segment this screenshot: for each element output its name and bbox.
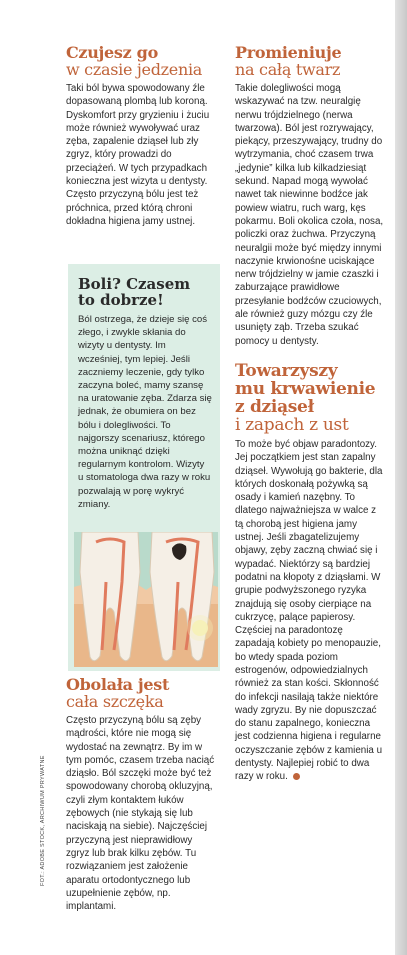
title-line: na całą twarz [235,60,341,79]
title-line: Obolała jest [66,675,170,694]
body-text: To może być objaw paradontozy. Jej początkiem jest stan zapalny dziąseł. Wywołują go bakterie, dla których doskonałą pożywką są osady i kamień nazębny. To dlatego najważniejsza w walce z tą chorobą jest higiena jamy ustnej. Jeśli zbagatelizujemy objawy, zęby zaczną chwiać się i wypadać. Niektórzy są bardziej podatni na kłopoty z dziąsłami. W grupie podwyższonego ryzyka znajdują się osoby cierpiące na cukrzycę, palące papierosy. Częściej na paradontozę zapadają kobiety po menopauzie, bo wtedy spada poziom estrogenów, odpowiedzialnych również za stan kości. Skłonność do infekcji nasilają także niektóre wady zgryzu. By nie dopuszczać do stanu zapalnego, konieczna jest codzienna higiena i regularne oczyszczanie zębów z kamienia u dentysty. Najlepiej robić to dwa razy w roku. [235,438,383,783]
section-title-face [235,44,385,78]
section-jaw [66,676,218,913]
photo-credit: FOT.: ADOBE STOCK, ARCHIWUM PRYWATNE [40,755,46,886]
section-body-jaw: Często przyczyną bólu są zęby mądrości, które nie mogą się wydostać na zewnątrz. By im w tym pomóc, czasem trzeba naciąć dziąsło. Ból szczęki może być też spowodowany chorobą okluzyjną, czyli złym kontaktem łuków zębowych (nie stykają się lub naciskają na siebie). Najczęściej przyczyną jest nieprawidłowy zgryz lub brak kilku zębów. Tu rozwiązaniem jest założenie aparatu ortodontycznego lub uzupełnienie zębów, np. implantami. [66,715,215,913]
box-body: Ból ostrzega, że dzieje się coś złego, i zwykle skłania do wizyty u dentysty. Im wcześniej, tym lepiej. Jeśli zaczniemy leczenie, gdy tylko zaczyna boleć, mamy szansę na uratowanie zęba. Zdarza się jednak, że obumiera on bez bólu i dolegliwości. To najgorszy scenariusz, którego można uniknąć dzięki regularnym kontrolom. Wizyty u stomatologa dwa razy w roku pozwalają w porę wykryć zmiany. [78,314,212,510]
end-mark-icon [293,773,300,780]
title-line: z dziąseł [235,396,314,417]
box-title [78,276,212,308]
title-line: mu krwawienie [235,378,376,399]
title-line: i zapach z ust [235,414,349,435]
section-gums [235,362,385,784]
title-line: Promieniuje [235,43,342,62]
right-column [235,44,385,784]
section-title-gums [235,362,385,434]
title-line: Towarzyszy [235,360,338,381]
title-line: w czasie jedzenia [66,60,203,79]
title-line: to dobrze! [78,291,164,309]
section-body-gums [235,438,385,784]
section-body-face: Takie dolegliwości mogą wskazywać na tzw. neuralgię nerwu trójdzielnego (nerwa twarzowa). Ból jest rozrywający, piekący, przeszywający, trudny do wytrzymania, choć czasem trwa „jedynie” kilka lub kilkadziesiąt sekund. Napad mogą wywołać nawet tak niewinne bodźce jak powiew wiatru, ruch warg, kęs pokarmu. Boli okolica czoła, nosa, policzki oraz żuchwa. Przyczyną neuralgii może być między innymi naczynie krwionośne uciskające nerw trójdzielny w jamie czaszki i zaburzające prawidłowe przesyłanie bodźców czuciowych, ale również guzy mózgu czy źle usunięty ząb. Trzeba szukać pomocy u dentysty. [235,83,384,347]
title-line: Czujesz go [66,43,158,62]
left-column [66,44,218,228]
title-line: cała szczęka [66,692,164,711]
section-body-chewing: Taki ból bywa spowodowany źle dopasowaną plombą lub koroną. Dyskomfort przy gryzieniu i żuciu może również wywoływać uraz zęba, zapalenie dziąseł lub zły zgryz, który prowadzi do przeciążeń. W tych przypadkach konieczna jest wizyta u dentysty. Często przyczyną bólu jest też próchnica, przed którą chroni dokładna higiena jamy ustnej. [66,83,210,227]
section-title-jaw [66,676,218,710]
section-title-chewing [66,44,218,78]
sidebar-box [68,264,220,671]
title-line: Boli? Czasem [78,275,191,293]
tooth-illustration [74,532,218,667]
page-edge [395,0,407,955]
